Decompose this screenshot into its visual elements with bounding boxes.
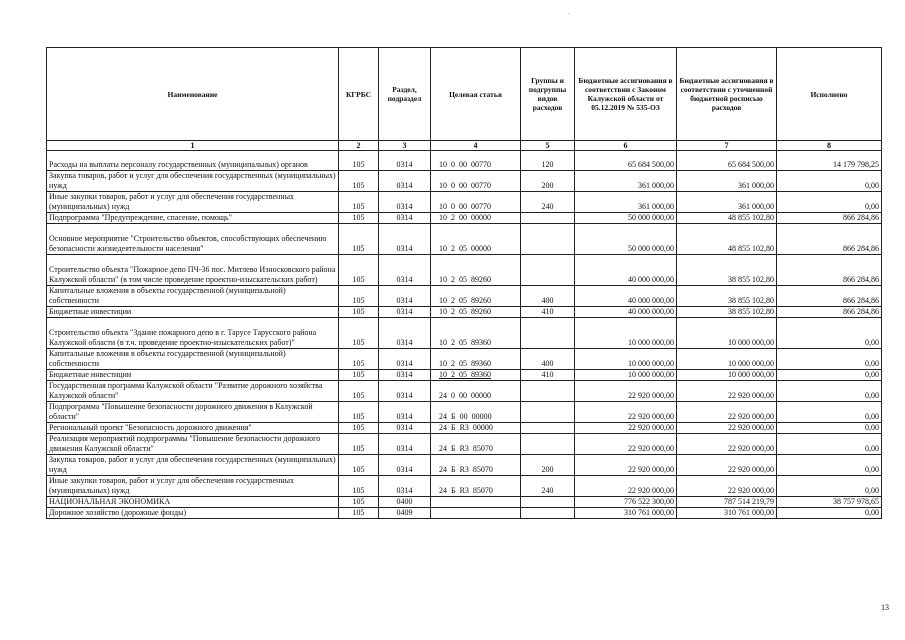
row-executed-amount: 0,00	[777, 402, 882, 423]
table-row	[47, 423, 882, 434]
row-group: 200	[521, 455, 575, 476]
row-kgrbs: 105	[339, 286, 379, 307]
row-executed-amount: 866 284,86	[777, 224, 882, 255]
row-group	[521, 213, 575, 224]
row-group	[521, 423, 575, 434]
row-kgrbs: 105	[339, 508, 379, 519]
row-group	[521, 497, 575, 508]
table-body	[47, 151, 882, 519]
row-name: Основное мероприятие "Строительство объектов, способствующих обеспечению безопасности жизнедеятельности населения"	[47, 224, 339, 255]
header-target: Целевая статья	[431, 48, 521, 141]
row-executed-amount: 14 179 798,25	[777, 151, 882, 171]
table-row	[47, 192, 882, 213]
budget-table	[46, 47, 882, 519]
row-target: 24 0 00 00000	[431, 381, 521, 402]
column-number: 1	[47, 141, 339, 151]
row-group	[521, 402, 575, 423]
row-refined-amount: 22 920 000,00	[677, 402, 777, 423]
table-row	[47, 318, 882, 349]
row-name: Государственная программа Калужской области "Развитие дорожного хозяйства Калужской области"	[47, 381, 339, 402]
row-section: 0314	[379, 151, 431, 171]
row-law-amount: 65 684 500,00	[575, 151, 677, 171]
row-law-amount: 22 920 000,00	[575, 455, 677, 476]
row-name: Капитальные вложения в объекты государственной (муниципальной) собственности	[47, 349, 339, 370]
row-kgrbs: 105	[339, 402, 379, 423]
row-kgrbs: 105	[339, 171, 379, 192]
column-number-row	[47, 141, 882, 151]
row-name: Бюджетные инвестиции	[47, 370, 339, 381]
row-target	[431, 508, 521, 519]
row-name: Подпрограмма "Повышение безопасности дорожного движения в Калужской области"	[47, 402, 339, 423]
table-row	[47, 224, 882, 255]
row-refined-amount: 65 684 500,00	[677, 151, 777, 171]
row-executed-amount: 866 284,86	[777, 286, 882, 307]
row-section: 0314	[379, 434, 431, 455]
row-refined-amount: 22 920 000,00	[677, 423, 777, 434]
row-target: 10 2 05 89260	[431, 307, 521, 318]
row-section: 0400	[379, 497, 431, 508]
row-section: 0314	[379, 307, 431, 318]
row-group: 410	[521, 370, 575, 381]
row-name: Региональный проект "Безопасность дорожного движения"	[47, 423, 339, 434]
row-section: 0314	[379, 455, 431, 476]
row-group: 240	[521, 476, 575, 497]
row-group	[521, 434, 575, 455]
row-target: 10 2 05 00000	[431, 224, 521, 255]
table-row	[47, 434, 882, 455]
row-kgrbs: 105	[339, 349, 379, 370]
row-refined-amount: 787 514 219,79	[677, 497, 777, 508]
header-refined: Бюджетные ассигнования в соответствии с уточненной бюджетной росписью расходов	[677, 48, 777, 141]
table-row	[47, 497, 882, 508]
row-kgrbs: 105	[339, 476, 379, 497]
column-number: 6	[575, 141, 677, 151]
column-number: 3	[379, 141, 431, 151]
row-name: Реализация мероприятий подпрограммы "Повышение безопасности дорожного движения Калужской области"	[47, 434, 339, 455]
header-executed: Исполнено	[777, 48, 882, 141]
column-number: 4	[431, 141, 521, 151]
row-section: 0314	[379, 423, 431, 434]
row-executed-amount: 0,00	[777, 508, 882, 519]
column-number: 8	[777, 141, 882, 151]
row-law-amount: 10 000 000,00	[575, 318, 677, 349]
header-row	[47, 48, 882, 141]
row-group: 120	[521, 151, 575, 171]
row-kgrbs: 105	[339, 318, 379, 349]
row-target: 10 2 05 89360	[431, 318, 521, 349]
row-refined-amount: 22 920 000,00	[677, 434, 777, 455]
row-section: 0314	[379, 349, 431, 370]
row-section: 0314	[379, 318, 431, 349]
table-row	[47, 307, 882, 318]
row-target	[431, 497, 521, 508]
column-number: 7	[677, 141, 777, 151]
table-row	[47, 476, 882, 497]
row-group: 200	[521, 171, 575, 192]
row-executed-amount: 866 284,86	[777, 255, 882, 286]
row-name: Закупка товаров, работ и услуг для обеспечения государственных (муниципальных) нужд	[47, 455, 339, 476]
table-row	[47, 151, 882, 171]
row-law-amount: 310 761 000,00	[575, 508, 677, 519]
row-refined-amount: 48 855 102,80	[677, 224, 777, 255]
row-executed-amount: 866 284,86	[777, 213, 882, 224]
row-group	[521, 508, 575, 519]
row-target: 24 Б 00 00000	[431, 402, 521, 423]
row-section: 0314	[379, 370, 431, 381]
row-target: 10 2 00 00000	[431, 213, 521, 224]
column-number: 2	[339, 141, 379, 151]
row-target: 10 0 00 00770	[431, 192, 521, 213]
row-refined-amount: 10 000 000,00	[677, 349, 777, 370]
row-law-amount: 22 920 000,00	[575, 402, 677, 423]
row-law-amount: 40 000 000,00	[575, 307, 677, 318]
row-section: 0314	[379, 213, 431, 224]
row-kgrbs: 105	[339, 370, 379, 381]
row-group: 410	[521, 307, 575, 318]
row-kgrbs: 105	[339, 151, 379, 171]
row-kgrbs: 105	[339, 423, 379, 434]
row-group	[521, 318, 575, 349]
row-section: 0314	[379, 192, 431, 213]
row-name: Капитальные вложения в объекты государственной (муниципальной) собственности	[47, 286, 339, 307]
row-name: Иные закупки товаров, работ и услуг для обеспечения государственных (муниципальных) нужд	[47, 476, 339, 497]
row-refined-amount: 22 920 000,00	[677, 455, 777, 476]
header-groups: Группы и подгруппы видов расходов	[521, 48, 575, 141]
row-name: НАЦИОНАЛЬНАЯ ЭКОНОМИКА	[47, 497, 339, 508]
row-refined-amount: 38 855 102,80	[677, 307, 777, 318]
row-refined-amount: 22 920 000,00	[677, 381, 777, 402]
row-kgrbs: 105	[339, 224, 379, 255]
row-name: Иные закупки товаров, работ и услуг для обеспечения государственных (муниципальных) нужд	[47, 192, 339, 213]
row-law-amount: 22 920 000,00	[575, 434, 677, 455]
row-executed-amount: 0,00	[777, 381, 882, 402]
row-name: Дорожное хозяйство (дорожные фонды)	[47, 508, 339, 519]
table-row	[47, 349, 882, 370]
row-target: 10 2 05 89260	[431, 286, 521, 307]
row-section: 0314	[379, 402, 431, 423]
row-name: Подпрограмма "Предупреждение, спасение, помощь"	[47, 213, 339, 224]
table-row	[47, 213, 882, 224]
row-kgrbs: 105	[339, 307, 379, 318]
row-group	[521, 381, 575, 402]
row-section: 0409	[379, 508, 431, 519]
row-refined-amount: 22 920 000,00	[677, 476, 777, 497]
row-target: 24 Б R3 85070	[431, 434, 521, 455]
row-group: 400	[521, 286, 575, 307]
row-group	[521, 224, 575, 255]
row-section: 0314	[379, 224, 431, 255]
row-law-amount: 10 000 000,00	[575, 370, 677, 381]
row-refined-amount: 361 000,00	[677, 171, 777, 192]
row-target: 10 0 00 00770	[431, 171, 521, 192]
page-number: 13	[881, 603, 889, 612]
row-refined-amount: 361 000,00	[677, 192, 777, 213]
row-refined-amount: 38 855 102,80	[677, 286, 777, 307]
table-row	[47, 508, 882, 519]
row-refined-amount: 10 000 000,00	[677, 370, 777, 381]
table-row	[47, 171, 882, 192]
table-row	[47, 381, 882, 402]
header-name: Наименование	[47, 48, 339, 141]
row-target: 24 Б R3 00000	[431, 423, 521, 434]
row-executed-amount: 0,00	[777, 192, 882, 213]
row-target: 24 Б R3 85070	[431, 476, 521, 497]
row-executed-amount: 0,00	[777, 423, 882, 434]
table-row	[47, 402, 882, 423]
row-target: 10 2 05 89360	[431, 370, 521, 381]
row-law-amount: 50 000 000,00	[575, 213, 677, 224]
row-executed-amount: 38 757 978,65	[777, 497, 882, 508]
row-law-amount: 40 000 000,00	[575, 286, 677, 307]
header-law: Бюджетные ассигнования в соответствии с Законом Калужской области от 05.12.2019 № 535-ОЗ	[575, 48, 677, 141]
row-name: Бюджетные инвестиции	[47, 307, 339, 318]
row-law-amount: 22 920 000,00	[575, 423, 677, 434]
row-refined-amount: 10 000 000,00	[677, 318, 777, 349]
row-law-amount: 40 000 000,00	[575, 255, 677, 286]
row-law-amount: 776 522 300,00	[575, 497, 677, 508]
row-refined-amount: 310 761 000,00	[677, 508, 777, 519]
row-section: 0314	[379, 171, 431, 192]
row-executed-amount: 0,00	[777, 349, 882, 370]
row-law-amount: 50 000 000,00	[575, 224, 677, 255]
row-refined-amount: 48 855 102,80	[677, 213, 777, 224]
header-kgrbs: КГРБС	[339, 48, 379, 141]
row-section: 0314	[379, 381, 431, 402]
row-group: 240	[521, 192, 575, 213]
column-number: 5	[521, 141, 575, 151]
table-row	[47, 455, 882, 476]
row-name: Расходы на выплаты персоналу государственных (муниципальных) органов	[47, 151, 339, 171]
row-executed-amount: 866 284,86	[777, 307, 882, 318]
row-name: Строительство объекта "Здание пожарного депо в г. Тарусе Тарусского района Калужской области (в т.ч. проведение проектно-изыскательских работ)"	[47, 318, 339, 349]
row-executed-amount: 0,00	[777, 318, 882, 349]
row-executed-amount: 0,00	[777, 434, 882, 455]
row-kgrbs: 105	[339, 213, 379, 224]
row-name: Строительство объекта "Пожарное депо ПЧ-36 пос. Митлево Износковского района Калужской области" (в том числе проведение проектно-изыскательских работ)	[47, 255, 339, 286]
table-row	[47, 286, 882, 307]
row-target: 10 2 05 89360	[431, 349, 521, 370]
row-target: 10 0 00 00770	[431, 151, 521, 171]
row-law-amount: 10 000 000,00	[575, 349, 677, 370]
table-row	[47, 255, 882, 286]
scan-mark: .	[568, 8, 570, 16]
row-section: 0314	[379, 255, 431, 286]
row-law-amount: 361 000,00	[575, 171, 677, 192]
row-kgrbs: 105	[339, 455, 379, 476]
row-kgrbs: 105	[339, 434, 379, 455]
row-kgrbs: 105	[339, 255, 379, 286]
header-section: Раздел, подраздел	[379, 48, 431, 141]
row-executed-amount: 0,00	[777, 370, 882, 381]
row-group	[521, 255, 575, 286]
table-row	[47, 370, 882, 381]
row-executed-amount: 0,00	[777, 455, 882, 476]
row-kgrbs: 105	[339, 192, 379, 213]
row-law-amount: 22 920 000,00	[575, 381, 677, 402]
row-kgrbs: 105	[339, 497, 379, 508]
row-executed-amount: 0,00	[777, 171, 882, 192]
row-refined-amount: 38 855 102,80	[677, 255, 777, 286]
row-section: 0314	[379, 286, 431, 307]
row-group: 400	[521, 349, 575, 370]
row-law-amount: 22 920 000,00	[575, 476, 677, 497]
row-section: 0314	[379, 476, 431, 497]
row-kgrbs: 105	[339, 381, 379, 402]
row-target: 24 Б R3 85070	[431, 455, 521, 476]
row-name: Закупка товаров, работ и услуг для обеспечения государственных (муниципальных) нужд	[47, 171, 339, 192]
row-law-amount: 361 000,00	[575, 192, 677, 213]
row-executed-amount: 0,00	[777, 476, 882, 497]
row-target: 10 2 05 89260	[431, 255, 521, 286]
